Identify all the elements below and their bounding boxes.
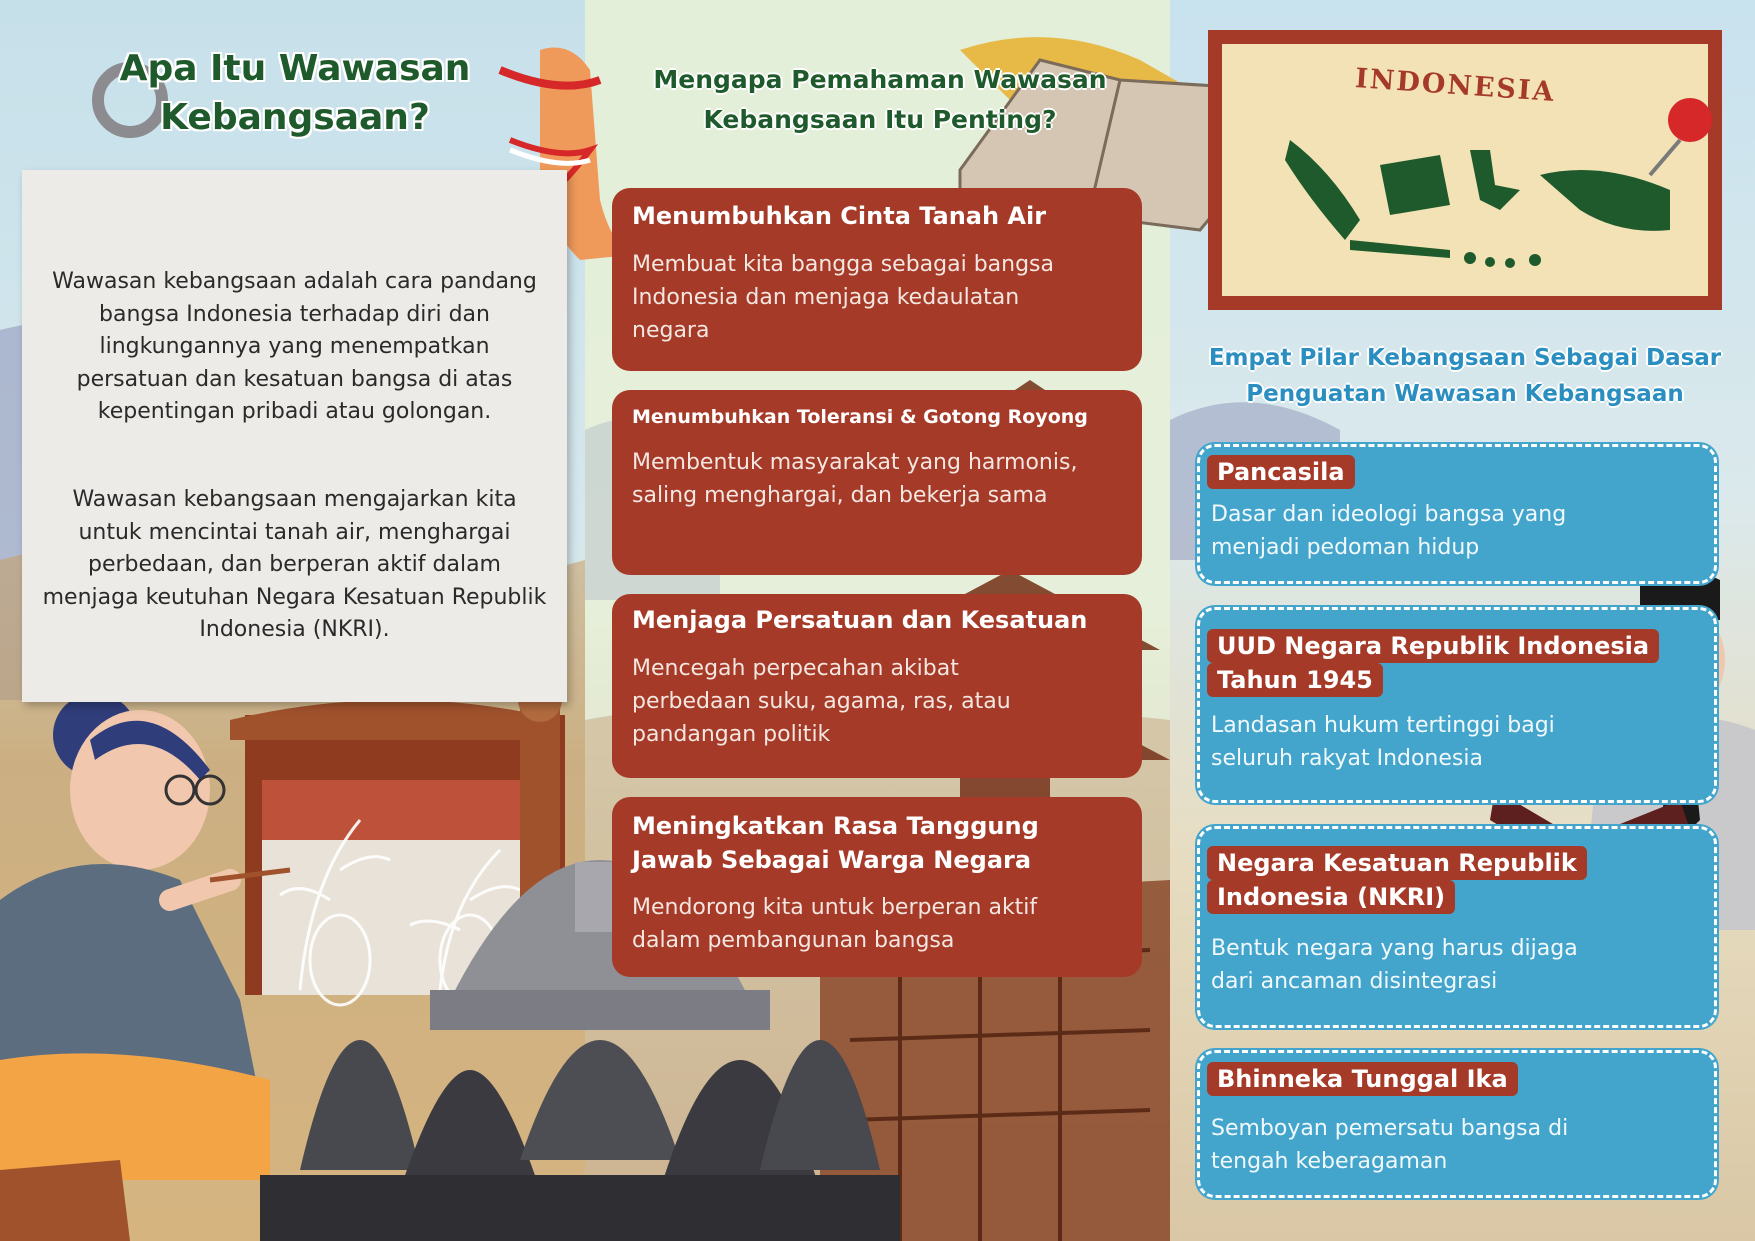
pillar-name: Pancasila — [1207, 455, 1355, 489]
reason-card-heading: Menumbuhkan Cinta Tanah Air — [632, 202, 1047, 230]
reason-card — [612, 390, 1142, 575]
pillar-name-line-1: UUD Negara Republik Indonesia — [1207, 629, 1659, 663]
pillar-card — [1195, 1048, 1719, 1200]
reason-card-heading: Menjaga Persatuan dan Kesatuan — [632, 606, 1088, 634]
pillar-description: Bentuk negara yang harus dijaga dari ancaman disintegrasi — [1211, 936, 1578, 994]
reason-card — [612, 797, 1142, 977]
pillar-card — [1195, 824, 1719, 1030]
reason-card-body: Membentuk masyarakat yang harmonis, saling menghargai, dan bekerja sama — [632, 450, 1078, 508]
reason-card-heading: Menumbuhkan Toleransi & Gotong Royong — [632, 406, 1088, 428]
pillar-name-line-2: Tahun 1945 — [1207, 663, 1383, 697]
reason-card — [612, 594, 1142, 778]
pillar-description: Dasar dan ideologi bangsa yang menjadi pedoman hidup — [1211, 502, 1567, 560]
map-title: INDONESIA — [1354, 63, 1557, 108]
definition-paragraph-1: Wawasan kebangsaan adalah cara pandang bangsa Indonesia terhadap diri dan lingkungannya yang menempatkan persatuan dan kesatuan bangsa di atas kepentingan pribadi atau golongan. — [52, 269, 537, 424]
pillar-name-line-2: Indonesia (NKRI) — [1207, 880, 1455, 914]
pillar-description: Semboyan pemersatu bangsa di tengah keberagaman — [1211, 1116, 1569, 1174]
left-panel-title: Apa Itu Wawasan Kebangsaan? — [119, 48, 471, 138]
reason-card-heading: Meningkatkan Rasa Tanggung Jawab Sebagai Warga Negara — [632, 812, 1039, 874]
pillar-card — [1195, 605, 1719, 805]
pillar-description: Landasan hukum tertinggi bagi seluruh rakyat Indonesia — [1211, 713, 1555, 771]
reason-card-body: Membuat kita bangga sebagai bangsa Indonesia dan menjaga kedaulatan negara — [632, 252, 1054, 343]
middle-panel-title: Mengapa Pemahaman Wawasan Kebangsaan Itu Penting? — [653, 65, 1107, 134]
right-panel-title: Empat Pilar Kebangsaan Sebagai Dasar Penguatan Wawasan Kebangsaan — [1208, 345, 1722, 407]
definition-paragraph-2: Wawasan kebangsaan mengajarkan kita untuk mencintai tanah air, menghargai perbedaan, dan berperan aktif dalam menjaga keutuhan Negara Kesatuan Republik Indonesia (NKRI). — [42, 487, 547, 642]
pillar-card — [1195, 442, 1719, 586]
reason-card-body: Mencegah perpecahan akibat perbedaan suku, agama, ras, atau pandangan politik — [632, 656, 1011, 747]
reason-card — [612, 188, 1142, 371]
reason-card-body: Mendorong kita untuk berperan aktif dalam pembangunan bangsa — [632, 895, 1038, 953]
pillar-name: Bhinneka Tunggal Ika — [1207, 1062, 1518, 1096]
pillar-name-line-1: Negara Kesatuan Republik — [1207, 846, 1587, 880]
definition-paper-card — [22, 170, 567, 702]
